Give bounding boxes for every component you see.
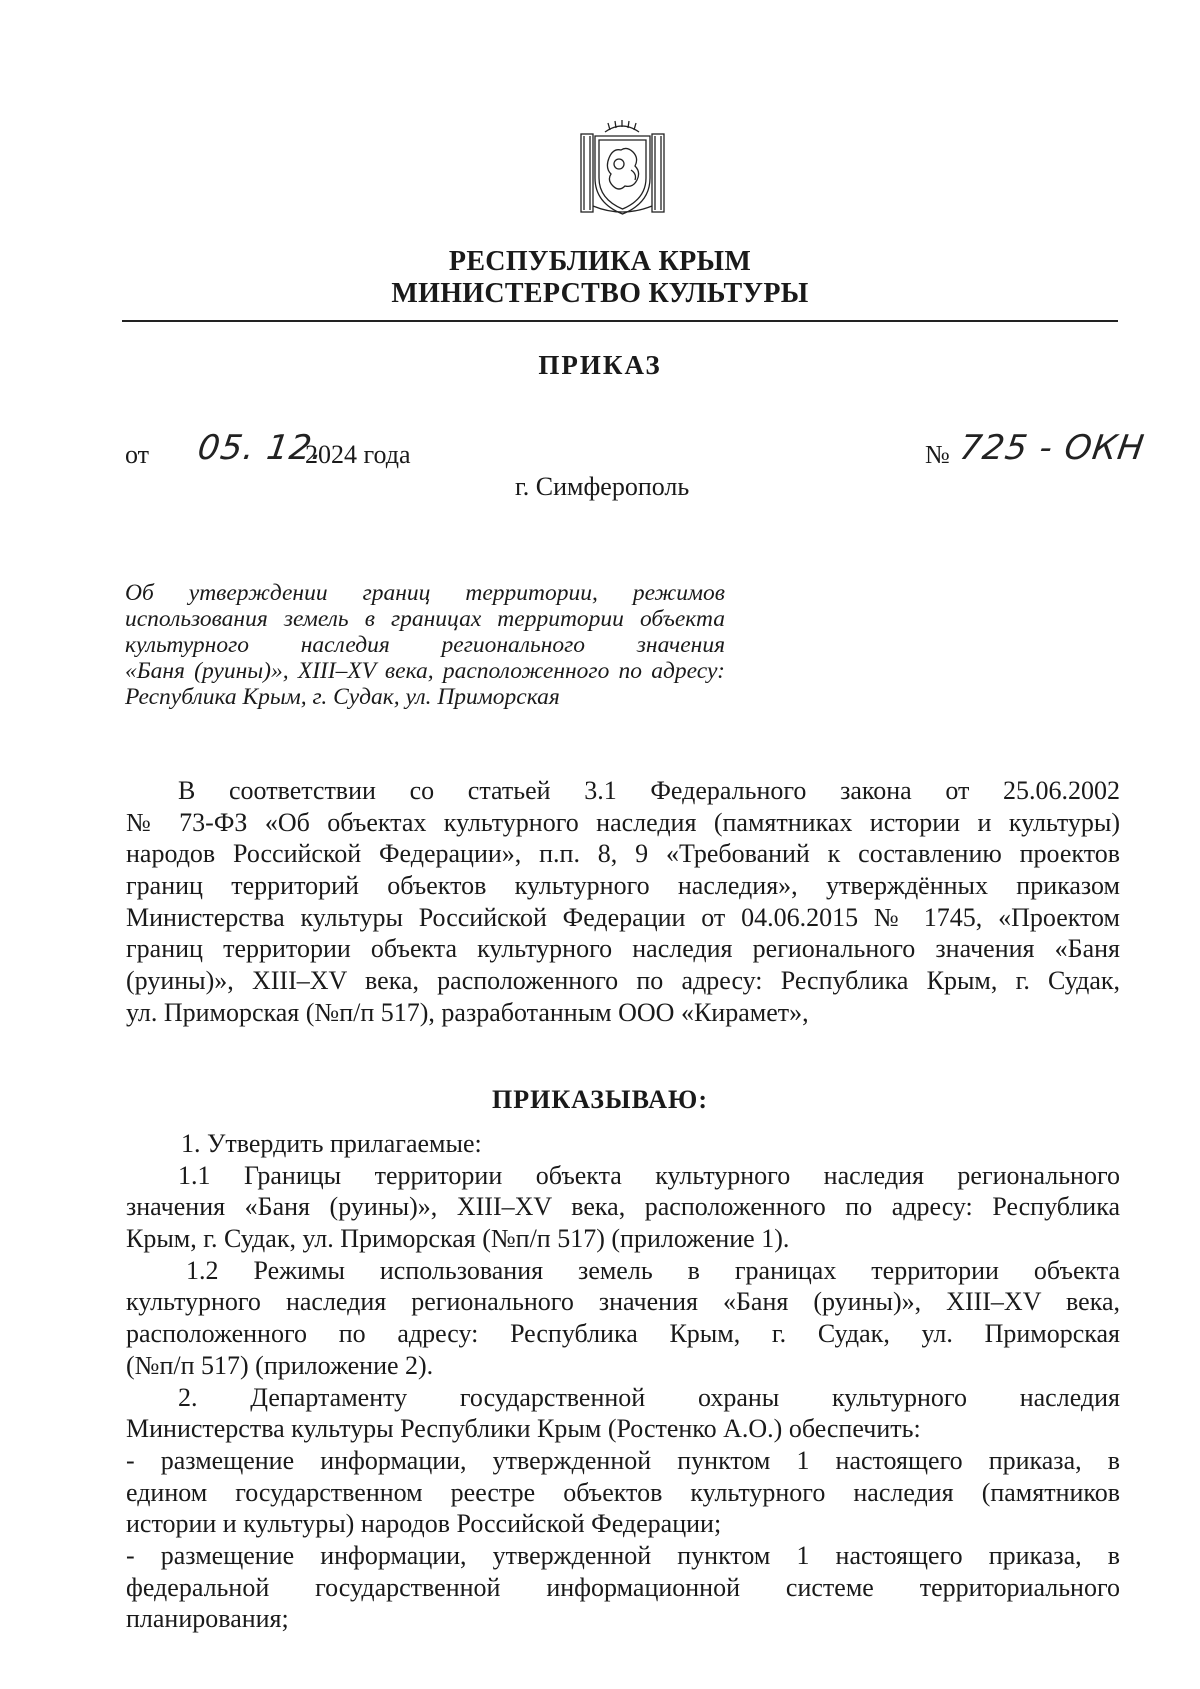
body-line: едином государственном реестре объектов культурного наследия (памятников — [126, 1477, 1120, 1507]
subject-line: культурного наследия регионального значения — [125, 632, 725, 658]
body-line: федеральной государственной информационной системе территориального — [126, 1572, 1120, 1602]
body-line: культурного наследия регионального значения «Баня (руины)», XIII–XV века, — [126, 1287, 1120, 1317]
body-line: 2. Департаменту государственной охраны культурного наследия — [178, 1382, 1120, 1412]
handwritten-date: 05. 12. — [195, 428, 327, 468]
preamble-line: границ территории объекта культурного наследия регионального значения «Баня — [126, 934, 1120, 964]
body-line: Министерства культуры Республики Крым (Ростенко А.О.) обеспечить: — [126, 1414, 921, 1444]
body-line: 1. Утвердить прилагаемые: — [181, 1129, 482, 1158]
coat-of-arms-emblem — [575, 118, 670, 218]
subject-line: «Баня (руины)», XIII–XV века, расположенного по адресу: — [125, 658, 725, 684]
date-prefix: от — [125, 440, 150, 469]
order-word-heading: ПРИКАЗЫВАЮ: — [492, 1085, 708, 1114]
city: г. Симферополь — [515, 472, 690, 501]
body-line: (№п/п 517) (приложение 2). — [126, 1350, 434, 1380]
body-line: - размещение информации, утвержденной пунктом 1 настоящего приказа, в — [126, 1540, 1120, 1570]
preamble-line: народов Российской Федерации», п.п. 8, 9 «Требований к составлению проектов — [126, 839, 1120, 869]
preamble-line: (руины)», XIII–XV века, расположенного по адресу: Республика Крым, г. Судак, — [126, 966, 1120, 996]
letterhead-divider — [122, 320, 1118, 322]
letterhead-ministry: МИНИСТЕРСТВО КУЛЬТУРЫ — [391, 278, 809, 309]
body-line: значения «Баня (руины)», XIII–XV века, расположенного по адресу: Республика — [126, 1192, 1120, 1222]
subject-line: Об утверждении границ территории, режимов — [125, 580, 725, 606]
preamble-line: В соответствии со статьей 3.1 Федерального закона от 25.06.2002 — [178, 776, 1120, 805]
letterhead-republic: РЕСПУБЛИКА КРЫМ — [448, 246, 752, 277]
body-line: расположенного по адресу: Республика Крым, г. Судак, ул. Приморская — [126, 1319, 1120, 1349]
subject-line: использования земель в границах территории объекта — [125, 606, 725, 632]
body-line: планирования; — [126, 1604, 289, 1634]
preamble-paragraph — [126, 775, 1120, 1029]
body-line: - размещение информации, утвержденной пунктом 1 настоящего приказа, в — [126, 1445, 1120, 1475]
number-sign: № — [925, 440, 950, 469]
body-line: истории и культуры) народов Российской Федерации; — [126, 1509, 722, 1539]
preamble-line: Министерства культуры Российской Федерации от 04.06.2015 № 1745, «Проектом — [126, 902, 1120, 932]
order-subject — [125, 580, 725, 710]
handwritten-order-number: 725 - ОКН — [957, 428, 1148, 468]
body-line: 1.2 Режимы использования земель в границах территории объекта — [186, 1255, 1120, 1285]
date-year: 2024 года — [305, 440, 411, 469]
body-line: Крым, г. Судак, ул. Приморская (№п/п 517) (приложение 1). — [126, 1224, 790, 1254]
body-line: 1.1 Границы территории объекта культурного наследия регионального — [178, 1160, 1120, 1190]
preamble-line: № 73-ФЗ «Об объектах культурного наследия (памятниках истории и культуры) — [126, 807, 1120, 837]
subject-line: Республика Крым, г. Судак, ул. Приморская — [125, 684, 560, 710]
preamble-line: границ территорий объектов культурного наследия», утверждённых приказом — [126, 871, 1120, 901]
order-body — [126, 1128, 1120, 1635]
document-type-title: ПРИКАЗ — [538, 350, 662, 380]
preamble-line: ул. Приморская (№п/п 517), разработанным ООО «Кирамет», — [126, 997, 809, 1027]
